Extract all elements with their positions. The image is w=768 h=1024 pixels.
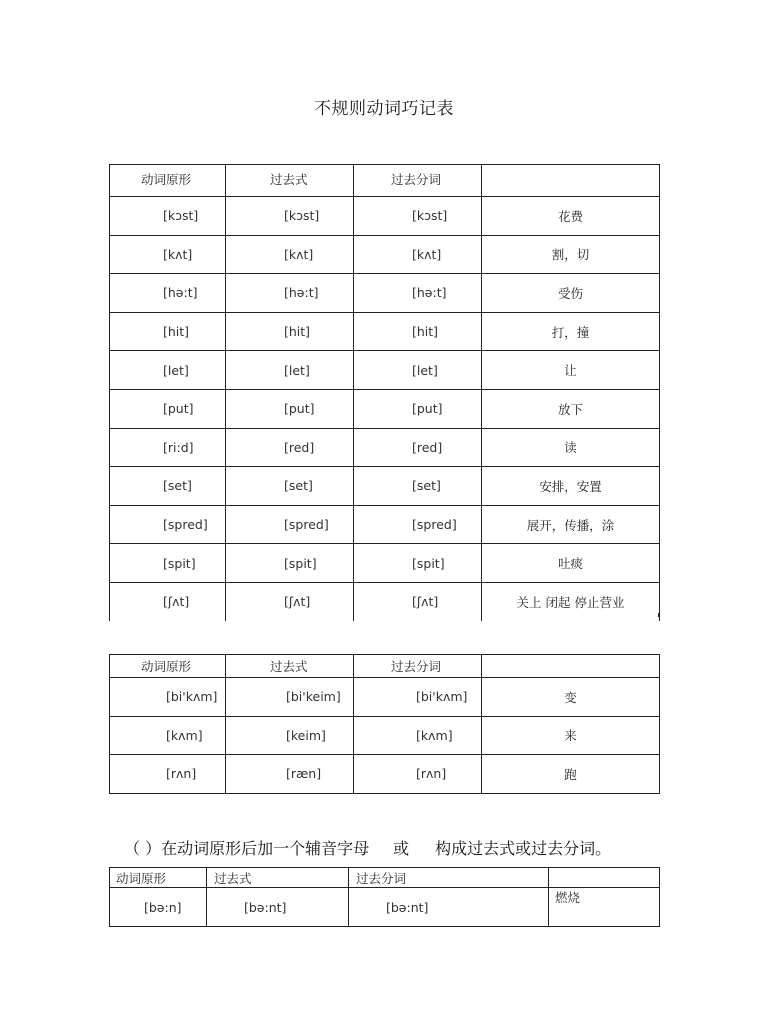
verb-table-1	[109, 164, 660, 621]
header-past-participle: 过去分词	[354, 165, 482, 197]
cell-base-form: [bə:n]	[110, 888, 207, 927]
cell-meaning: 来	[482, 716, 660, 755]
table-header-row	[110, 868, 660, 888]
table-header-row	[110, 165, 660, 197]
cell-meaning: 关上 闭起 停止营业	[482, 582, 660, 620]
cell-base-form: [set]	[110, 467, 226, 506]
table-row	[110, 716, 660, 755]
cell-meaning: 展开，传播，涂	[482, 505, 660, 544]
cell-base-form: [spred]	[110, 505, 226, 544]
table-row	[110, 505, 660, 544]
header-base-form: 动词原形	[110, 868, 207, 888]
cell-base-form: [put]	[110, 389, 226, 428]
rule-note-part-2: 或	[393, 839, 410, 858]
cell-meaning: 割，切	[482, 235, 660, 274]
cell-meaning: 读	[482, 428, 660, 467]
cell-base-form: [bi'kʌm]	[110, 678, 226, 717]
cell-past-participle: [let]	[354, 351, 482, 390]
cell-past-participle: [spit]	[354, 544, 482, 583]
cell-meaning: 放下	[482, 389, 660, 428]
table-row	[110, 274, 660, 313]
cell-past-participle: [put]	[354, 389, 482, 428]
cell-past-participle: [kʌt]	[354, 235, 482, 274]
cell-meaning: 让	[482, 351, 660, 390]
cell-past-tense: [ræn]	[226, 755, 354, 794]
cell-past-tense: [red]	[226, 428, 354, 467]
cell-past-tense: [kʌt]	[226, 235, 354, 274]
verb-table-1-body	[110, 165, 660, 621]
table-row	[110, 235, 660, 274]
cell-base-form: [kʌt]	[110, 235, 226, 274]
cell-past-participle: [ʃʌt]	[354, 582, 482, 620]
header-meaning	[549, 868, 660, 888]
cell-base-form: [rʌn]	[110, 755, 226, 794]
verb-table-3-body	[110, 868, 660, 927]
cell-past-participle: [spred]	[354, 505, 482, 544]
cell-base-form: [kʌm]	[110, 716, 226, 755]
cell-past-participle: [red]	[354, 428, 482, 467]
cell-meaning: 跑	[482, 755, 660, 794]
header-base-form: 动词原形	[110, 165, 226, 197]
table-1-corner-tick-right	[658, 613, 659, 617]
header-past-tense: 过去式	[226, 165, 354, 197]
cell-past-participle: [hit]	[354, 312, 482, 351]
table-row	[110, 888, 660, 927]
cell-past-tense: [ʃʌt]	[226, 582, 354, 620]
table-1-corner-tick-left	[109, 613, 110, 617]
cell-past-tense: [put]	[226, 389, 354, 428]
cell-base-form: [ʃʌt]	[110, 582, 226, 620]
verb-table-2-body	[110, 655, 660, 794]
cell-base-form: [hit]	[110, 312, 226, 351]
cell-past-tense: [bi'keim]	[226, 678, 354, 717]
table-row	[110, 389, 660, 428]
cell-past-participle: [bi'kʌm]	[354, 678, 482, 717]
cell-past-tense: [let]	[226, 351, 354, 390]
cell-past-participle: [kʌm]	[354, 716, 482, 755]
cell-past-participle: [rʌn]	[354, 755, 482, 794]
cell-meaning: 花费	[482, 197, 660, 236]
cell-meaning: 受伤	[482, 274, 660, 313]
header-past-tense: 过去式	[207, 868, 349, 888]
table-row	[110, 755, 660, 794]
cell-past-tense: [hə:t]	[226, 274, 354, 313]
cell-past-tense: [spred]	[226, 505, 354, 544]
table-row	[110, 582, 660, 620]
table-row	[110, 467, 660, 506]
cell-past-tense: [bə:nt]	[207, 888, 349, 927]
table-row	[110, 197, 660, 236]
header-past-tense: 过去式	[226, 655, 354, 678]
rule-note	[124, 836, 611, 859]
table-row	[110, 351, 660, 390]
table-row	[110, 428, 660, 467]
cell-base-form: [let]	[110, 351, 226, 390]
cell-meaning: 安排，安置	[482, 467, 660, 506]
table-row	[110, 312, 660, 351]
cell-past-tense: [keim]	[226, 716, 354, 755]
cell-base-form: [kɔst]	[110, 197, 226, 236]
header-meaning	[482, 655, 660, 678]
header-past-participle: 过去分词	[354, 655, 482, 678]
cell-past-participle: [set]	[354, 467, 482, 506]
cell-past-tense: [spit]	[226, 544, 354, 583]
cell-base-form: [hə:t]	[110, 274, 226, 313]
cell-past-tense: [hit]	[226, 312, 354, 351]
verb-table-2	[109, 654, 660, 794]
cell-past-tense: [kɔst]	[226, 197, 354, 236]
rule-note-part-1: （ ）在动词原形后加一个辅音字母	[124, 839, 370, 858]
header-past-participle: 过去分词	[349, 868, 549, 888]
table-row	[110, 678, 660, 717]
cell-meaning: 打，撞	[482, 312, 660, 351]
cell-base-form: [spit]	[110, 544, 226, 583]
cell-past-participle: [kɔst]	[354, 197, 482, 236]
table-header-row	[110, 655, 660, 678]
table-row	[110, 544, 660, 583]
rule-note-part-3: 构成过去式或过去分词。	[435, 839, 612, 858]
page-title: 不规则动词巧记表	[314, 99, 454, 119]
header-base-form: 动词原形	[110, 655, 226, 678]
cell-meaning: 变	[482, 678, 660, 717]
cell-past-participle: [hə:t]	[354, 274, 482, 313]
cell-base-form: [ri:d]	[110, 428, 226, 467]
cell-past-tense: [set]	[226, 467, 354, 506]
cell-meaning: 吐痰	[482, 544, 660, 583]
cell-past-participle: [bə:nt]	[349, 888, 549, 927]
cell-meaning: 燃烧	[549, 888, 660, 927]
verb-table-3	[109, 867, 660, 927]
header-meaning	[482, 165, 660, 197]
